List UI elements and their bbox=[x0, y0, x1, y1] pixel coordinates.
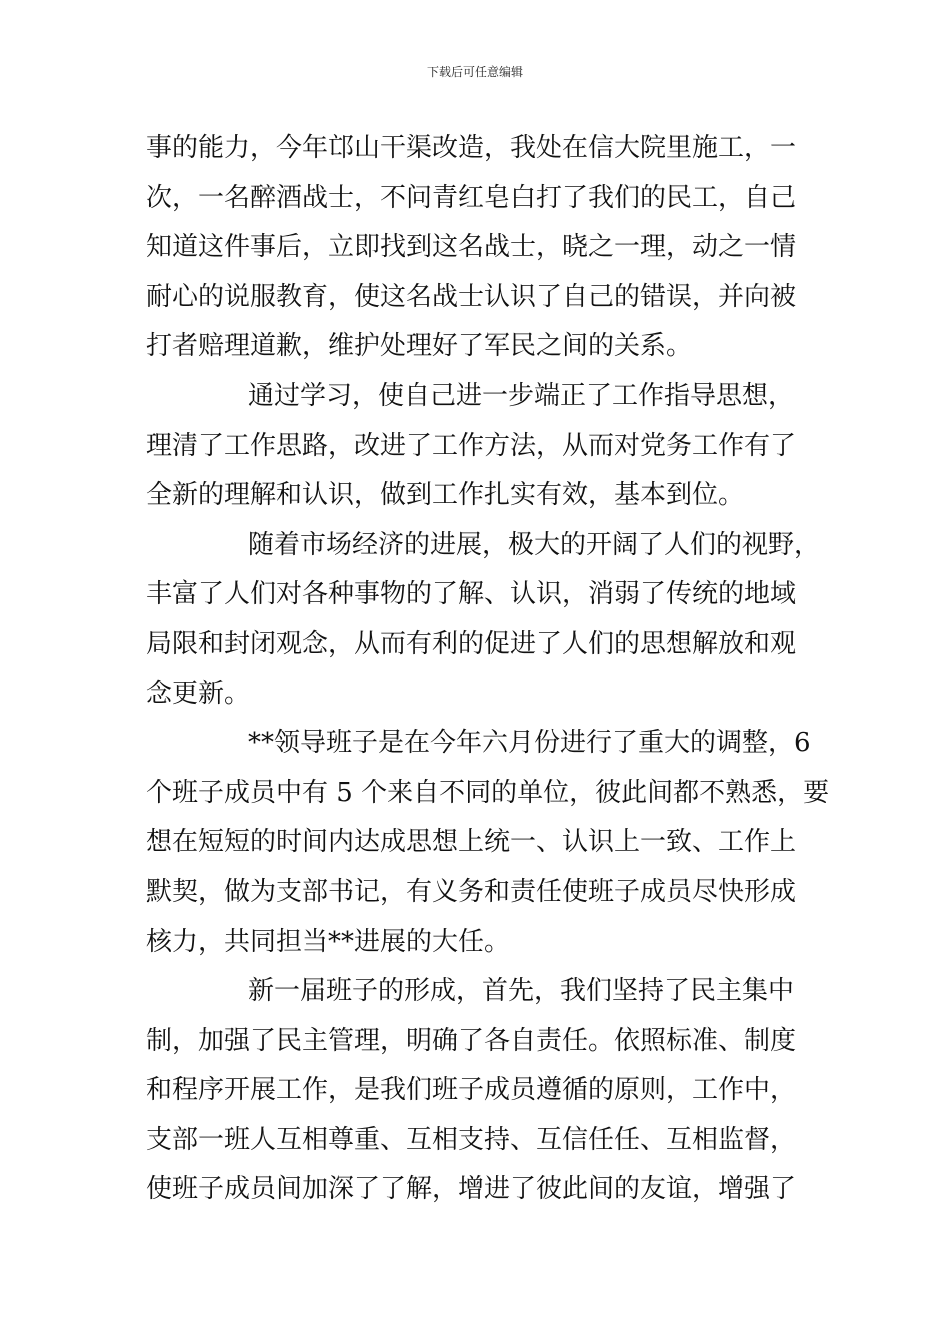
text-line: 丰富了人们对各种事物的了解、认识，消弱了传统的地域 bbox=[146, 579, 797, 610]
text-line: 个班子成员中有 5 个来自不同的单位，彼此间都不熟悉，要 bbox=[146, 777, 830, 808]
text-line: 支部一班人互相尊重、互相支持、互信任任、互相监督， bbox=[146, 1124, 797, 1155]
text-line: 想在短短的时间内达成思想上统一、认识上一致、工作上 bbox=[146, 827, 797, 858]
text-line: 通过学习，使自己进一步端正了工作指导思想， bbox=[248, 380, 795, 411]
text-line: **领导班子是在今年六月份进行了重大的调整，6 bbox=[248, 728, 811, 759]
text-line: 默契，做为支部书记，有义务和责任使班子成员尽快形成 bbox=[146, 876, 797, 907]
page-header: 下载后可任意编辑 bbox=[426, 65, 523, 79]
document-body bbox=[146, 124, 830, 1215]
text-line: 使班子成员间加深了了解，增进了彼此间的友谊，增强了 bbox=[146, 1174, 797, 1205]
text-line: 核力，共同担当**进展的大任。 bbox=[146, 926, 511, 957]
text-line: 和程序开展工作，是我们班子成员遵循的原则，工作中， bbox=[146, 1075, 797, 1106]
text-line: 理清了工作思路，改进了工作方法，从而对党务工作有了 bbox=[146, 430, 797, 461]
text-line: 局限和封闭观念，从而有利的促进了人们的思想解放和观 bbox=[146, 628, 797, 659]
text-line: 制，加强了民主管理，明确了各自责任。依照标准、制度 bbox=[146, 1025, 797, 1056]
text-line: 念更新。 bbox=[146, 678, 251, 709]
text-line: 耐心的说服教育，使这名战士认识了自己的错误，并向被 bbox=[146, 281, 797, 312]
text-line: 打者赔理道歉，维护处理好了军民之间的关系。 bbox=[146, 331, 693, 362]
text-line: 随着市场经济的进展，极大的开阔了人们的视野， bbox=[248, 529, 821, 560]
text-line: 事的能力，今年邙山干渠改造，我处在信大院里施工，一 bbox=[146, 133, 797, 163]
text-line: 知道这件事后，立即找到这名战士，晓之一理，动之一情 bbox=[146, 232, 797, 263]
text-line: 新一届班子的形成，首先，我们坚持了民主集中 bbox=[248, 976, 795, 1007]
text-line: 全新的理解和认识，做到工作扎实有效，基本到位。 bbox=[146, 480, 745, 511]
text-line: 次，一名醉酒战士，不问青红皂白打了我们的民工，自己 bbox=[146, 182, 797, 213]
